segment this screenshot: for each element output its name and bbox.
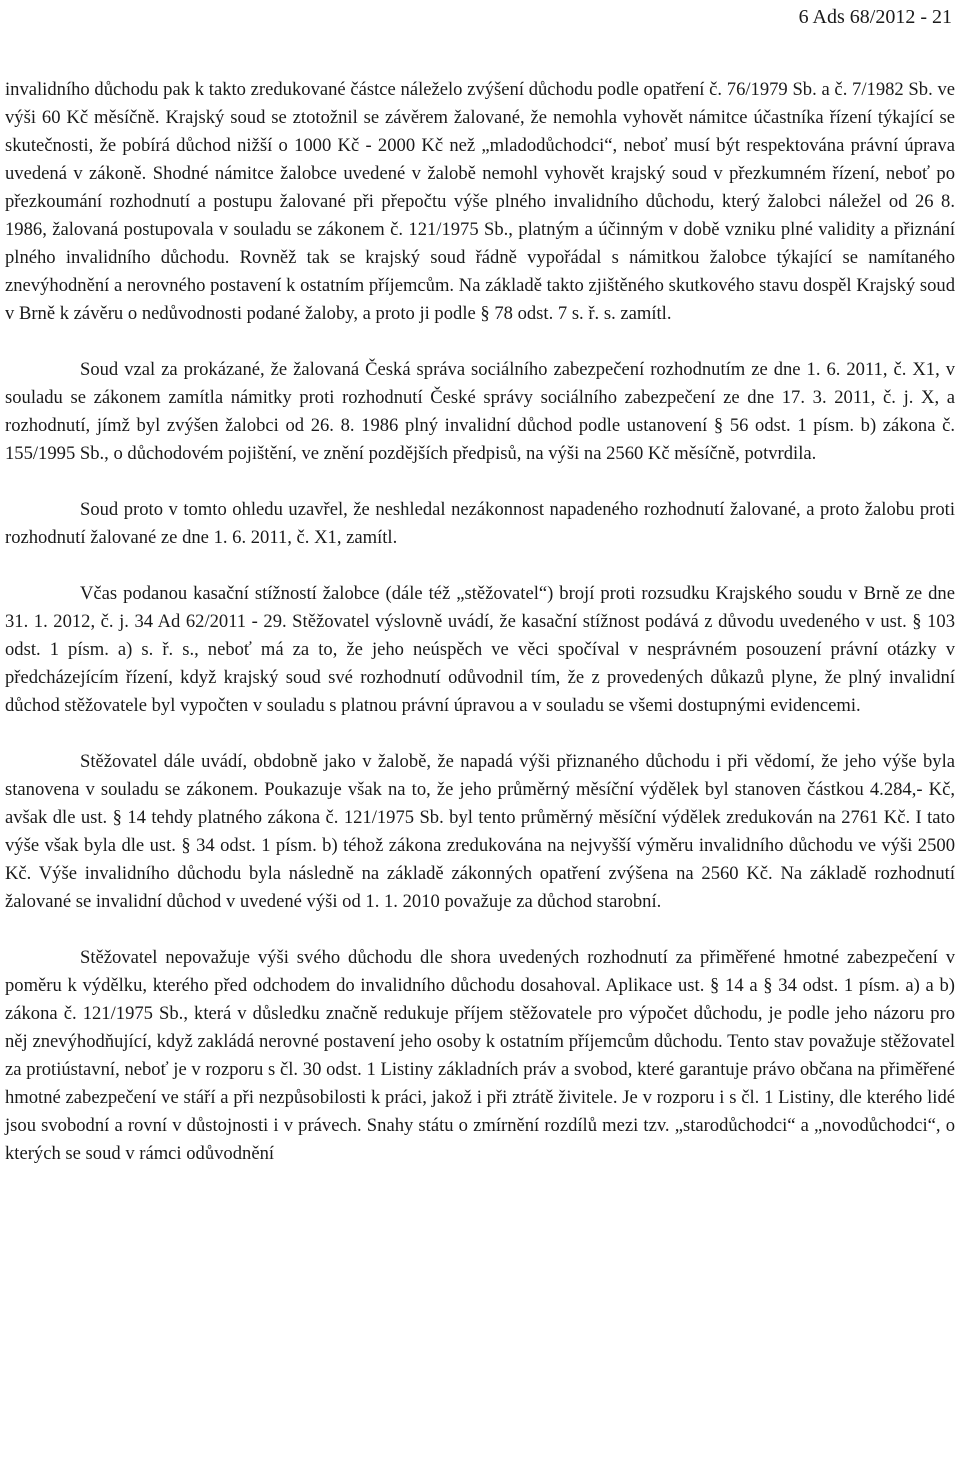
paragraph-cassation-complaint: Včas podanou kasační stížností žalobce (dále též „stěžovatel“) brojí proti rozsudku Krajského soudu v Brně ze dne 31. 1. 2012, č. j. 34 Ad 62/2011 - 29. Stěžovatel výslovně uvádí, že kasační stížnost podává z důvodu uvedeného v ust. § 103 odst. 1 písm. a) s. ř. s., neboť má za to, že jeho neúspěch ve věci spočíval v nesprávném posouzení právní otázky v předcházejícím řízení, když krajský soud své rozhodnutí odůvodnil tím, že z provedených důkazů plyne, že plný invalidní důchod stěžovatele byl vypočten v souladu s platnou právní úpravou a v souladu se všemi dostupnými evidencemi. [5,583,955,716]
document-body [5,76,955,1168]
paragraph-continuation: invalidního důchodu pak k takto zredukované částce náleželo zvýšení důchodu podle opatření č. 76/1979 Sb. a č. 7/1982 Sb. ve výši 60 Kč měsíčně. Krajský soud se ztotožnil se závěrem žalované, že nemohla vyhovět námitce účastníka řízení týkající se skutečnosti, že pobírá důchod nižší o 1000 Kč - 2000 Kč než „mladodůchodci“, neboť musí být respektována právní úprava uvedená v zákoně. Shodné námitce žalobce uvedené v žalobě nemohl vyhovět krajský soud v přezkumném řízení, neboť po přezkoumání rozhodnutí a postupu žalované při přepočtu výše plného invalidního důchodu, který žalobci náležel od 26 8. 1986, žalovaná postupovala v souladu se zákonem č. 121/1975 Sb., platným a účinným v době vzniku plné validity a přiznání plného invalidního důchodu. Rovněž tak se krajský soud řádně vypořádal s námitkou žalobce týkající se namítaného znevýhodnění a nerovného postavení k ostatním příjemcům. Na základě takto zjištěného skutkového stavu dospěl Krajský soud v Brně k závěru o nedůvodnosti podané žaloby, a proto ji podle § 78 odst. 7 s. ř. s. zamítl. [5,79,955,324]
page-reference: 6 Ads 68/2012 - 21 [798,6,952,28]
paragraph-court-conclusion: Soud proto v tomto ohledu uzavřel, že neshledal nezákonnost napadeného rozhodnutí žalované, a proto žalobu proti rozhodnutí žalované ze dne 1. 6. 2011, č. X1, zamítl. [5,499,955,548]
paragraph-complainant-objection: Stěžovatel nepovažuje výši svého důchodu dle shora uvedených rozhodnutí za přiměřené hmotné zabezpečení v poměru k výdělku, kterého před odchodem do invalidního důchodu dosahoval. Aplikace ust. § 14 a § 34 odst. 1 písm. a) a b) zákona č. 121/1975 Sb., která v důsledku značně redukuje příjem stěžovatele pro výpočet důchodu, je podle jeho názoru pro něj znevýhodňující, když zakládá nerovné postavení jeho osoby k ostatním příjemcům důchodu. Tento stav považuje stěžovatel za protiústavní, neboť je v rozporu s čl. 30 odst. 1 Listiny základních práv a svobod, které garantuje právo občana na přiměřené hmotné zabezpečení ve stáří a při nezpůsobilosti k práci, jakož i při ztrátě živitele. Je v rozporu i s čl. 1 Listiny, dle kterého lidé jsou svobodní a rovní v důstojnosti i v právech. Snahy státu o zmírnění rozdílů mezi tzv. „starodůchodci“ a „novodůchodci“, o kterých se soud v rámci odůvodnění [5,947,955,1164]
paragraph-complainant-argument: Stěžovatel dále uvádí, obdobně jako v žalobě, že napadá výši přiznaného důchodu i při vědomí, že jeho výše byla stanovena v souladu se zákonem. Poukazuje však na to, že jeho průměrný měsíční výdělek byl stanoven částkou 4.284,- Kč, avšak dle ust. § 14 tehdy platného zákona č. 121/1975 Sb. byl tento průměrný měsíční výdělek zredukován na 2761 Kč. I tato výše však byla dle ust. § 34 odst. 1 písm. b) téhož zákona zredukována na nejvyšší výměru invalidního důchodu ve výši 2500 Kč. Výše invalidního důchodu byla následně na základě zákonných opatření zvýšena na 2560 Kč. Na základě rozhodnutí žalované se invalidní důchod v uvedené výši od 1. 1. 2010 považuje za důchod starobní. [5,751,955,912]
paragraph-court-findings: Soud vzal za prokázané, že žalovaná Česká správa sociálního zabezpečení rozhodnutím ze dne 1. 6. 2011, č. X1, v souladu se zákonem zamítla námitky proti rozhodnutí České správy sociálního zabezpečení ze dne 17. 3. 2011, č. j. X, a rozhodnutí, jímž byl zvýšen žalobci od 26. 8. 1986 plný invalidní důchod podle ustanovení § 56 odst. 1 písm. b) zákona č. 155/1995 Sb., o důchodovém pojištění, ve znění pozdějších předpisů, na výši na 2560 Kč měsíčně, potvrdila. [5,359,955,464]
